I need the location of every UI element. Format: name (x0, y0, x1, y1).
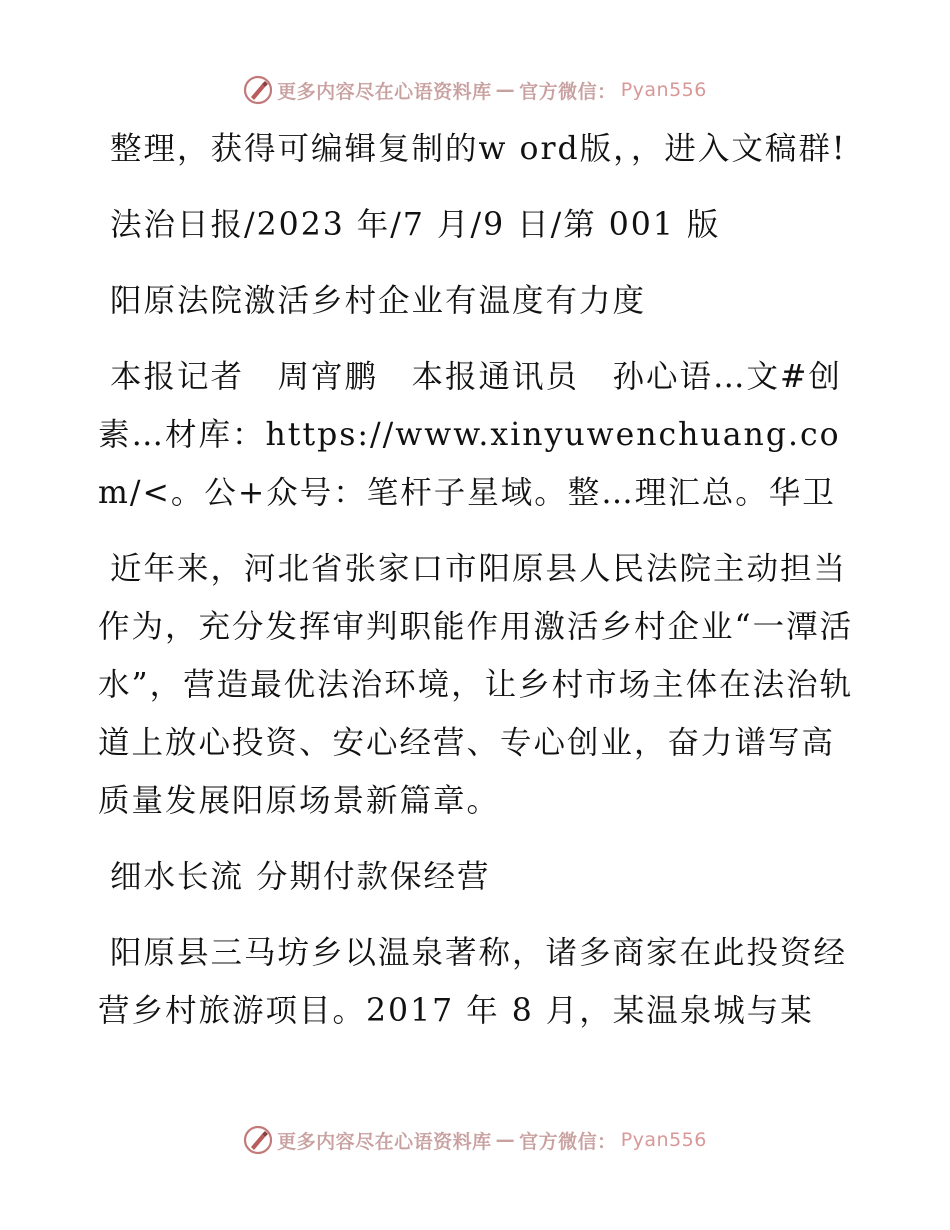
section-heading: 细水长流 分期付款保经营 (110, 859, 491, 895)
paragraph-byline: 本报记者 周宵鹏 本报通讯员 孙心语…文#创素…材库：https://www.xinyuwenchuang.com/<。公+众号：笔杆子星域。整…理汇总。华卫 (98, 359, 842, 511)
paragraph-intro: 整理，获得可编辑复制的w ord版，，进入文稿群! (110, 131, 847, 167)
banner-main-text: 更多内容尽在心语资料库 (277, 1130, 492, 1153)
banner-sub-text: 官方微信： (519, 80, 617, 103)
pen-logo-icon (243, 75, 273, 105)
paragraph-dateline: 法治日报/2023 年/7 月/9 日/第 001 版 (110, 207, 721, 243)
header-watermark-banner (0, 72, 950, 108)
banner-main-text: 更多内容尽在心语资料库 (277, 80, 492, 103)
banner-inner (243, 75, 707, 105)
document-body (98, 120, 858, 1040)
banner-inner (243, 1125, 707, 1155)
banner-dash: — (495, 1129, 516, 1151)
paragraph-lead: 近年来，河北省张家口市阳原县人民法院主动担当作为，充分发挥审判职能作用激活乡村企业“一潭活水”，营造最优法治环境，让乡村市场主体在法治轨道上放心投资、安心经营、专心创业，奋力谱写高质量发展阳原场景新篇章。 (98, 551, 854, 819)
pen-logo-icon (243, 1125, 273, 1155)
banner-dash: — (495, 79, 516, 101)
banner-handle: Pyan556 (620, 79, 707, 101)
paragraph-body: 阳原县三马坊乡以温泉著称，诸多商家在此投资经营乡村旅游项目。2017 年 8 月，某温泉城与某 (98, 935, 848, 1029)
footer-watermark-banner (0, 1122, 950, 1158)
banner-sub-text: 官方微信： (519, 1130, 617, 1153)
banner-handle: Pyan556 (620, 1129, 707, 1151)
article-title: 阳原法院激活乡村企业有温度有力度 (110, 283, 647, 319)
